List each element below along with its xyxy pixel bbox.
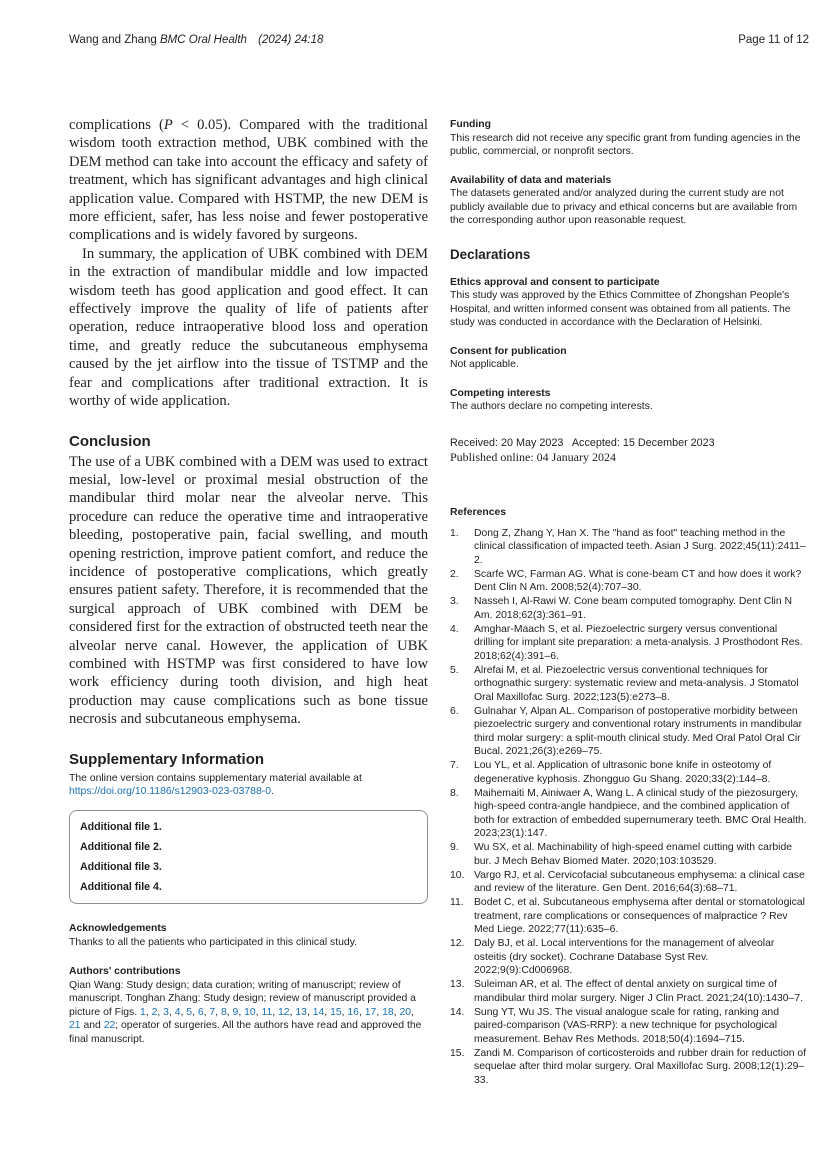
volume-info: (2024) 24:18: [258, 34, 324, 46]
ethics-text: This study was approved by the Ethics Committee of Zhongshan People's Hospital, and written informed consent was obtained from all patients. The study was conducted in accordance with the Declaration of Helsinki.: [450, 290, 791, 328]
reference-number: 5.: [450, 664, 459, 676]
figure-link[interactable]: 2: [151, 1006, 158, 1018]
figure-link[interactable]: 8: [220, 1006, 227, 1018]
availability-text: The datasets generated and/or analyzed during the current study are not publicly available due to privacy and ethical concerns but are available from the corresponding author upon reasonable request.: [450, 188, 798, 226]
reference-text: Daly BJ, et al. Local interventions for the management of alveolar osteitis (dry socket). Cochrane Database Syst Rev. 2022;9(9):Cd006968.: [474, 938, 775, 976]
figure-link[interactable]: 21: [69, 1020, 81, 1032]
figure-links: 1, 2, 3, 4, 5, 6, 7, 8, 9, 10, 11, 12, 13, 14, 15, 16, 17, 18, 20, 21 and 22: [69, 1006, 414, 1032]
declarations-heading: Declarations: [450, 246, 531, 262]
availability-heading: Availability of data and materials: [450, 174, 612, 186]
competing-section: [450, 387, 808, 414]
reference-number: 6.: [450, 705, 459, 717]
reference-item: [450, 595, 808, 622]
references-section: [450, 506, 808, 1087]
figure-link[interactable]: 12: [278, 1006, 290, 1018]
figure-link[interactable]: 4: [174, 1006, 181, 1018]
reference-text: Wu SX, et al. Machinability of high-speed enamel cutting with carbide bur. J Mech Behav Biomed Mater. 2020;103:103529.: [474, 842, 793, 867]
received-accepted-dates: Received: 20 May 2023 Accepted: 15 December 2023: [450, 436, 715, 449]
discussion-paragraph-2: In summary, the application of UBK combined with DEM in the extraction of mandibular middle and low impacted wisdom teeth has good application and good effect. It can effectively improve the quality of life of patients after operation, reduce intraoperative blood loss and operation time, and greatly reduce the subcutaneous emphysema caused by the jet airflow into the tissue of TSTMP and the fear and complications after traditional extraction. It is worthy of wide application.: [69, 245, 428, 410]
figure-link[interactable]: 1: [140, 1006, 146, 1018]
figure-link[interactable]: 10: [244, 1006, 256, 1018]
additional-file-2[interactable]: Additional file 2.: [80, 840, 162, 853]
reference-item: [450, 1047, 808, 1088]
reference-text: Sung YT, Wu JS. The visual analogue scale for rating, ranking and paired-comparison (VAS-RRP): a new technique for psychological measurement. Behav Res Methods. 2018;50(4):1694–715.: [474, 1006, 779, 1045]
figure-link[interactable]: 22: [103, 1020, 116, 1032]
reference-text: Suleiman AR, et al. The effect of dental anxiety on surgical time of mandibular third molar surgery. Niger J Clin Pract. 2021;24(10):1430–7.: [474, 979, 804, 1004]
journal-name: BMC Oral Health: [160, 34, 247, 46]
figure-link[interactable]: 16: [347, 1006, 359, 1018]
additional-file-1[interactable]: Additional file 1.: [80, 820, 162, 833]
figure-link[interactable]: 17: [364, 1006, 377, 1018]
reference-text: Maihemaiti M, Ainiwaer A, Wang L. A clinical study of the piezosurgery, high-speed contra-angle handpiece, and the combined application of both for extraction of embedded supernumerary teeth. BMC Oral Health. 2023;23(1):147.: [474, 787, 807, 839]
figure-link[interactable]: 20: [399, 1006, 411, 1018]
contributions-section: [69, 965, 428, 1046]
reference-number: 2.: [450, 568, 459, 580]
reference-text: Zandi M. Comparison of corticosteroids and rubber drain for reduction of sequelae after third molar surgery. Oral Maxillofac Surg. 2008;12(1):29–33.: [474, 1047, 807, 1086]
reference-text: Lou YL, et al. Application of ultrasonic bone knife in osteotomy of degenerative kyphosis. Zhongguo Gu Shang. 2020;33(2):144–8.: [474, 760, 772, 785]
reference-number: 3.: [450, 596, 459, 607]
reference-item: [450, 869, 808, 896]
conclusion-heading: Conclusion: [69, 432, 151, 450]
left-column: [69, 116, 428, 1046]
reference-item: [450, 841, 808, 868]
reference-text: Alrefai M, et al. Piezoelectric versus conventional techniques for orthognathic surgery: systematic review and meta-analysis. J Stomatol Oral Maxillofac Surg. 2022;123(5):e273–8.: [474, 664, 799, 703]
acknowledgements-text: Thanks to all the patients who participated in this clinical study.: [69, 936, 358, 948]
acknowledgements-section: [69, 922, 428, 949]
reference-number: 4.: [450, 623, 459, 635]
reference-text: Bodet C, et al. Subcutaneous emphysema after dental or stomatological treatment, rare complications or consequences of malpractice ? Rev Med Liege. 2022;77(11):635–6.: [474, 897, 805, 935]
reference-item: [450, 623, 808, 664]
right-column: [450, 118, 808, 1088]
reference-text: Amghar-Maach S, et al. Piezoelectric surgery versus conventional drilling for implant site preparation: a meta-analysis. J Prosthodont Res. 2018;62(4):391–6.: [474, 623, 803, 662]
availability-section: [450, 174, 808, 228]
reference-item: [450, 937, 808, 978]
reference-number: 9.: [450, 842, 459, 853]
contributions-text: Qian Wang: Study design; data curation; writing of manuscript; review of manuscript. Tonghan Zhang: Study design; review of manuscript provided a picture of Figs. 1, 2, 3, 4, 5, 6, 7, 8, 9, 10, 11, 12, 13, 14, 15, 16, 17, 18, 20, 21 and 22; operator of surgeries. All the authors have read and approved the final manuscript.: [69, 979, 422, 1045]
figure-link[interactable]: 15: [330, 1006, 342, 1018]
consent-text: Not applicable.: [450, 359, 519, 370]
publication-dates: [450, 437, 808, 465]
consent-section: [450, 345, 808, 372]
reference-number: 8.: [450, 787, 459, 799]
reference-item: [450, 664, 808, 705]
funding-heading: Funding: [450, 119, 491, 130]
additional-files-box: [69, 810, 428, 905]
reference-item: [450, 759, 808, 786]
figure-link[interactable]: 14: [312, 1006, 325, 1018]
reference-number: 13.: [450, 979, 465, 990]
page-number: Page 11 of 12: [738, 34, 809, 46]
reference-number: 7.: [450, 760, 459, 771]
reference-item: [450, 568, 808, 595]
reference-text: Gulnahar Y, Alpan AL. Comparison of postoperative morbidity between piezoelectric surgery and conventional rotary instruments in mandibular third molar surgery: a split-mouth clinical study. Med Oral Patol Oral Cir Bucal. 2021;26(3):e269–75.: [474, 705, 803, 757]
additional-file-4[interactable]: Additional file 4.: [80, 881, 162, 894]
additional-file-3[interactable]: Additional file 3.: [80, 861, 162, 873]
header-citation: Wang and Zhang BMC Oral Health (2024) 24:18: [69, 34, 324, 46]
reference-text: Dong Z, Zhang Y, Han X. The "hand as foot" teaching method in the clinical classification of impacted teeth. Asian J Surg. 2022;45(11):2411–2.: [474, 527, 806, 566]
reference-item: [450, 978, 808, 1005]
competing-heading: Competing interests: [450, 387, 551, 399]
supplementary-doi-link[interactable]: https://doi.org/10.1186/s12903-023-03788-0: [69, 786, 271, 798]
reference-text: Nasseh I, Al-Rawi W. Cone beam computed tomography. Dent Clin N Am. 2018;62(3):361–91.: [474, 596, 793, 621]
consent-heading: Consent for publication: [450, 345, 567, 357]
reference-text: Scarfe WC, Farman AG. What is cone-beam CT and how does it work? Dent Clin N Am. 2008;52(4):707–30.: [474, 568, 802, 593]
reference-number: 10.: [450, 869, 465, 881]
references-list: [450, 527, 808, 1088]
reference-item: [450, 896, 808, 937]
conclusion-text: The use of a UBK combined with a DEM was used to extract mesial, low-level or proximal mesial obstruction of the mandibular third molar near the alveolar nerve. This procedure can reduce the operative time and intraoperative bleeding, postoperative pain, facial swelling, and mouth opening restriction, improve patient comfort, and reduce the incidence of postoperative complications, which greatly ensures patient safety. Therefore, it is recommended that the surgical approach of UBK combined with DEM be considered first for the extraction of obstructed teeth near the alveolar nerve canal. However, the application of UBK combined with HSTMP was first considered to have low work efficiency during tooth division, and high heat production may cause complications such as bone tissue necrosis and subcutaneous emphysema.: [69, 453, 428, 728]
reference-number: 12.: [450, 938, 465, 949]
funding-section: [450, 118, 808, 159]
reference-number: 1.: [450, 527, 459, 539]
reference-item: [450, 1006, 808, 1047]
competing-text: The authors declare no competing interests.: [450, 401, 653, 412]
references-heading: References: [450, 507, 507, 518]
supplementary-text: The online version contains supplementary material available at https://doi.org/10.1186/s12903-023-03788-0.: [69, 772, 362, 798]
reference-item: [450, 705, 808, 759]
contributions-heading: Authors' contributions: [69, 966, 181, 978]
running-header: [69, 34, 809, 50]
reference-number: 11.: [450, 897, 464, 908]
figure-link[interactable]: 5: [186, 1006, 193, 1018]
figure-link[interactable]: 9: [232, 1006, 239, 1018]
discussion-paragraph-1: complications (P < 0.05). Compared with the traditional wisdom tooth extraction method, UBK combined with the DEM method can take into account the efficacy and safety of treatment, which has significant advantages and high clinical application value. Compared with HSTMP, the new DEM is more efficient, safer, has less noise and fewer postoperative complications and is widely favored by surgeons.: [69, 117, 428, 244]
figure-link[interactable]: 3: [163, 1006, 169, 1018]
funding-text: This research did not receive any specific grant from funding agencies in the public, commercial, or nonprofit sectors.: [450, 132, 801, 157]
reference-number: 15.: [450, 1047, 465, 1059]
figure-link[interactable]: 7: [209, 1006, 216, 1018]
supplementary-heading: Supplementary Information: [69, 750, 265, 768]
reference-number: 14.: [450, 1006, 465, 1018]
reference-text: Vargo RJ, et al. Cervicofacial subcutaneous emphysema: a clinical case and review of the literature. Gen Dent. 2016;64(3):68–71.: [474, 869, 805, 894]
figure-link[interactable]: 6: [197, 1006, 204, 1018]
reference-item: [450, 527, 808, 568]
published-date: Published online: 04 January 2024: [450, 450, 616, 464]
reference-item: [450, 787, 808, 841]
figure-link[interactable]: 11: [261, 1006, 273, 1018]
ethics-section: [450, 276, 808, 330]
figure-link[interactable]: 18: [382, 1006, 394, 1018]
acknowledgements-heading: Acknowledgements: [69, 923, 167, 935]
ethics-heading: Ethics approval and consent to participate: [450, 276, 660, 288]
figure-link[interactable]: 13: [295, 1006, 307, 1018]
